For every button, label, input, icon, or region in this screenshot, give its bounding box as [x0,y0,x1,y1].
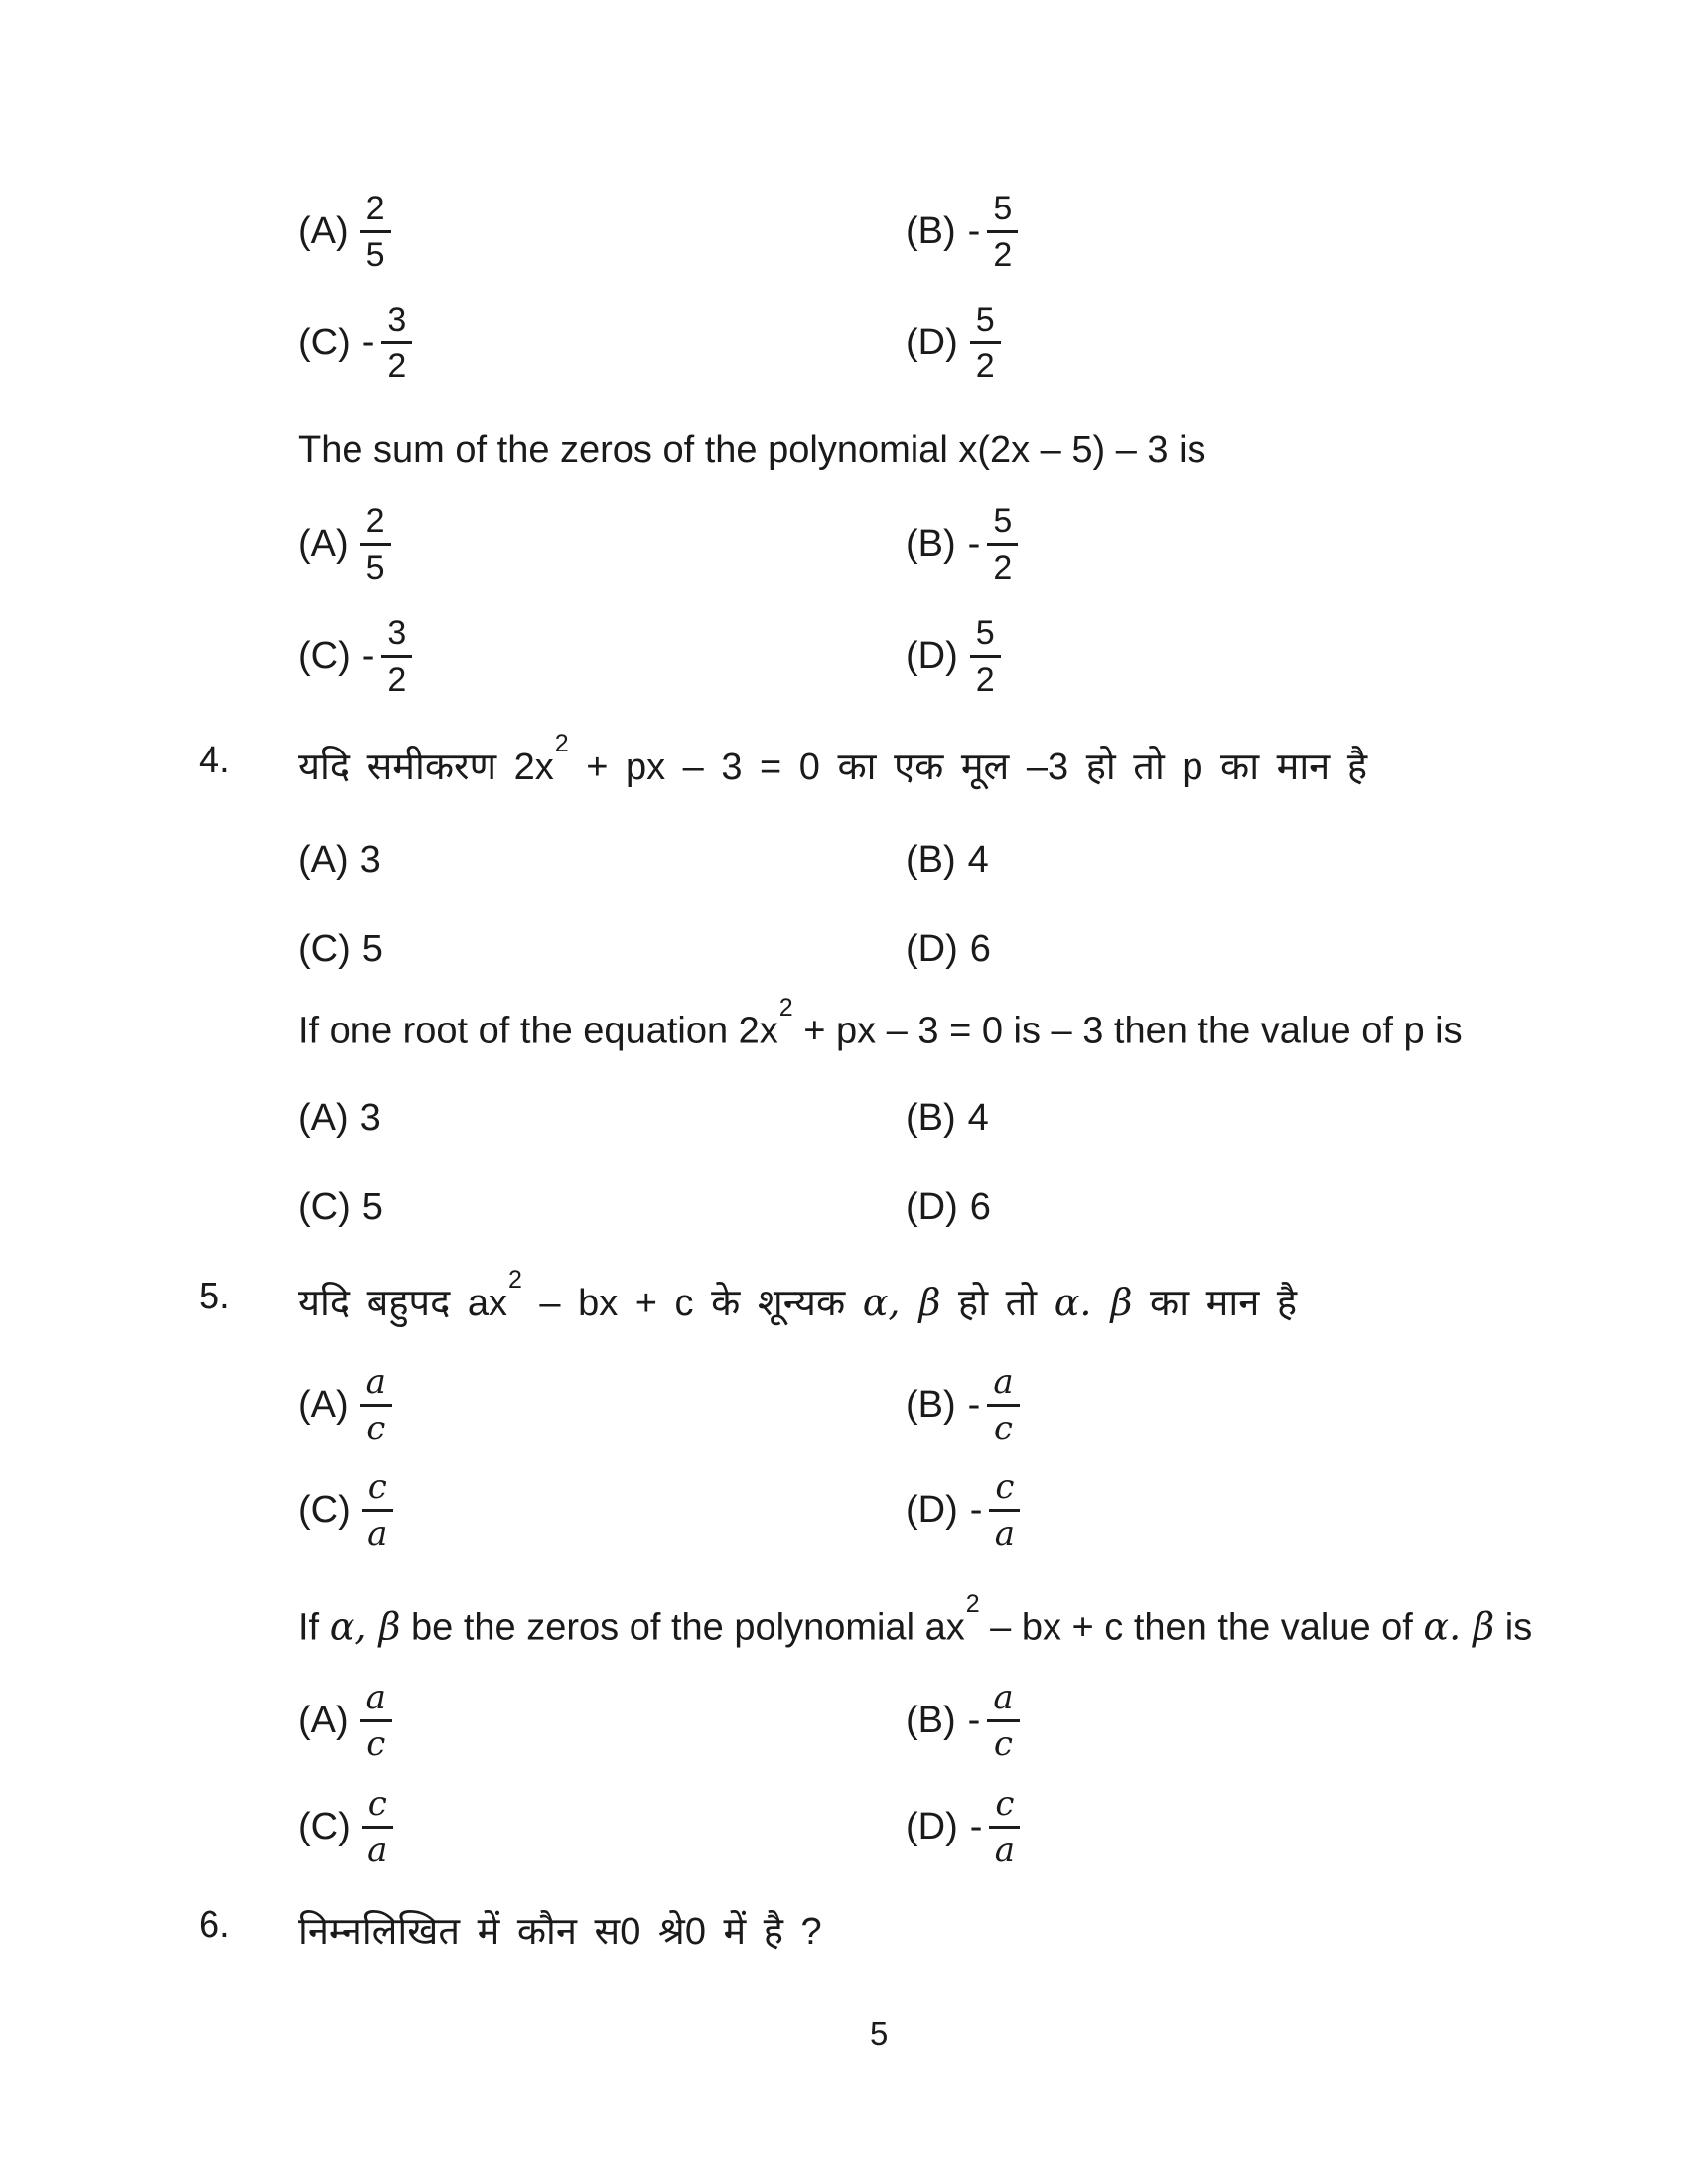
fraction-value [987,1678,1019,1764]
stem-text: The sum of the zeros of the polynomial x(2x – 5) – 3 is [298,429,1206,471]
option-label: (C) [298,635,351,677]
option-label: (D) [906,1489,958,1531]
q4-stem-hindi [298,730,1368,791]
q5-en-option-b [906,1678,1020,1764]
q5-en-option-d [906,1784,1020,1870]
q3-en-option-c [298,616,412,697]
minus-sign: - [969,1806,983,1847]
fraction-value [360,1362,392,1448]
fraction-value [360,504,391,585]
fraction-numerator: 5 [987,504,1018,546]
fraction-numerator: a [360,1365,392,1407]
q5-hi-option-d [906,1467,1020,1554]
minus-sign: - [967,523,981,565]
fraction-numerator: 5 [987,192,1018,233]
option-label: (D) [906,1186,958,1228]
q3-stem-english [298,429,1206,472]
option-value: 6 [969,928,991,970]
q6-number: 6. [199,1904,230,1946]
minus-sign: - [967,1384,981,1426]
stem-text: If [298,1606,330,1649]
q5-en-option-c [298,1784,393,1870]
option-label: (B) [906,839,956,881]
option-label: (C) [298,928,351,970]
q6-stem-hindi [298,1904,822,1956]
fraction-denominator: a [367,1831,388,1870]
q4-hi-option-a [298,839,381,882]
fraction-numerator: c [989,1470,1020,1512]
option-label: (A) [298,1097,349,1139]
stem-text: If one root of the equation 2x [298,1010,778,1052]
option-label: (B) [906,1097,956,1139]
minus-sign: - [361,322,375,363]
fraction-denominator: a [994,1831,1016,1870]
stem-text: is [1494,1606,1533,1649]
fraction-denominator: c [993,1409,1013,1448]
option-label: (D) [906,322,958,363]
superscript: 2 [554,730,569,758]
greek-alpha-dot-beta: α. β [1054,1281,1133,1324]
option-label: (D) [906,1806,958,1847]
option-value: 4 [967,839,989,881]
fraction-denominator: c [993,1724,1013,1764]
fraction-value [360,192,391,272]
q4-number: 4. [199,740,230,781]
q5-hi-option-c [298,1467,393,1554]
fraction-denominator: 2 [387,661,407,699]
page-number: 5 [870,2015,889,2052]
option-label: (D) [906,635,958,677]
q3-hi-option-b [906,192,1018,272]
q3-hi-option-a [298,192,391,272]
option-value: 3 [359,1097,381,1139]
minus-sign: - [967,210,981,252]
fraction-value [987,192,1018,272]
greek-alpha-dot-beta: α. β [1423,1604,1495,1649]
stem-text: + px – 3 = 0 is – 3 then the value of p is [792,1010,1463,1052]
stem-text: – bx + c then the value of [979,1606,1424,1649]
q5-stem-english [298,1590,1533,1650]
option-value: 5 [361,928,383,970]
fraction-denominator: c [366,1724,386,1764]
stem-text: – bx + c के शून्यक [521,1283,863,1324]
stem-text: + px – 3 = 0 का एक मूल –3 हो तो p का मान है [568,747,1368,788]
stem-text: निम्नलिखित में कौन स0 श्रे0 में है ? [298,1911,822,1953]
fraction-numerator: 5 [970,616,1001,658]
option-label: (C) [298,322,351,363]
q3-en-option-d [906,616,1001,697]
minus-sign: - [969,1489,983,1531]
option-label: (B) [906,1700,956,1741]
greek-alpha-beta: α, β [862,1281,941,1324]
option-label: (D) [906,928,958,970]
option-value: 5 [361,1186,383,1228]
fraction-numerator: a [987,1681,1019,1722]
q4-hi-option-c [298,928,383,971]
q3-hi-option-c [298,303,412,383]
fraction-value [362,1467,393,1554]
fraction-value [989,1467,1020,1554]
superscript: 2 [965,1590,980,1618]
option-label: (A) [298,523,349,565]
fraction-value [970,303,1001,383]
fraction-numerator: c [362,1470,393,1512]
q5-stem-hindi [298,1266,1298,1327]
fraction-denominator: 5 [365,236,385,274]
fraction-numerator: c [989,1787,1020,1829]
fraction-denominator: 2 [993,549,1013,587]
fraction-numerator: a [360,1681,392,1722]
fraction-value [360,1678,392,1764]
q5-hi-option-a [298,1362,392,1448]
superscript: 2 [507,1266,522,1295]
q3-hi-option-d [906,303,1001,383]
q4-hi-option-b [906,839,989,882]
fraction-value [381,616,412,697]
fraction-numerator: a [987,1365,1019,1407]
fraction-denominator: c [366,1409,386,1448]
q4-en-option-c [298,1186,383,1229]
option-label: (A) [298,1700,349,1741]
fraction-value [987,504,1018,585]
fraction-numerator: c [362,1787,393,1829]
superscript: 2 [778,994,793,1022]
fraction-value [970,616,1001,697]
q5-number: 5. [199,1276,230,1317]
fraction-denominator: 2 [975,347,995,385]
q3-en-option-b [906,504,1018,585]
q5-hi-option-b [906,1362,1020,1448]
greek-alpha-beta: α, β [329,1604,401,1649]
option-label: (B) [906,1384,956,1426]
stem-text: का मान है [1132,1283,1298,1324]
stem-text: हो तो [940,1283,1055,1324]
fraction-value [362,1784,393,1870]
fraction-numerator: 3 [381,616,412,658]
q4-en-option-a [298,1097,381,1140]
fraction-denominator: 2 [993,236,1013,274]
fraction-value [987,1362,1019,1448]
fraction-denominator: 5 [365,549,385,587]
stem-text: यदि समीकरण 2x [298,747,554,788]
stem-text: be the zeros of the polynomial ax [400,1606,965,1649]
minus-sign: - [967,1700,981,1741]
fraction-numerator: 5 [970,303,1001,344]
option-label: (C) [298,1806,351,1847]
q5-en-option-a [298,1678,392,1764]
option-value: 3 [359,839,381,881]
fraction-denominator: 2 [387,347,407,385]
q3-en-option-a [298,504,391,585]
option-label: (A) [298,839,349,881]
option-label: (B) [906,210,956,252]
fraction-numerator: 3 [381,303,412,344]
q4-en-option-d [906,1186,991,1229]
fraction-value [989,1784,1020,1870]
option-label: (A) [298,1384,349,1426]
fraction-denominator: a [367,1514,388,1554]
minus-sign: - [361,635,375,677]
fraction-denominator: 2 [975,661,995,699]
stem-text: यदि बहुपद ax [298,1283,507,1324]
fraction-denominator: a [994,1514,1016,1554]
option-label: (B) [906,523,956,565]
fraction-numerator: 2 [360,192,391,233]
option-label: (C) [298,1489,351,1531]
q4-stem-english [298,994,1463,1053]
q4-en-option-b [906,1097,989,1140]
option-label: (A) [298,210,349,252]
option-value: 6 [969,1186,991,1228]
option-value: 4 [967,1097,989,1139]
q4-hi-option-d [906,928,991,971]
option-label: (C) [298,1186,351,1228]
fraction-numerator: 2 [360,504,391,546]
fraction-value [381,303,412,383]
